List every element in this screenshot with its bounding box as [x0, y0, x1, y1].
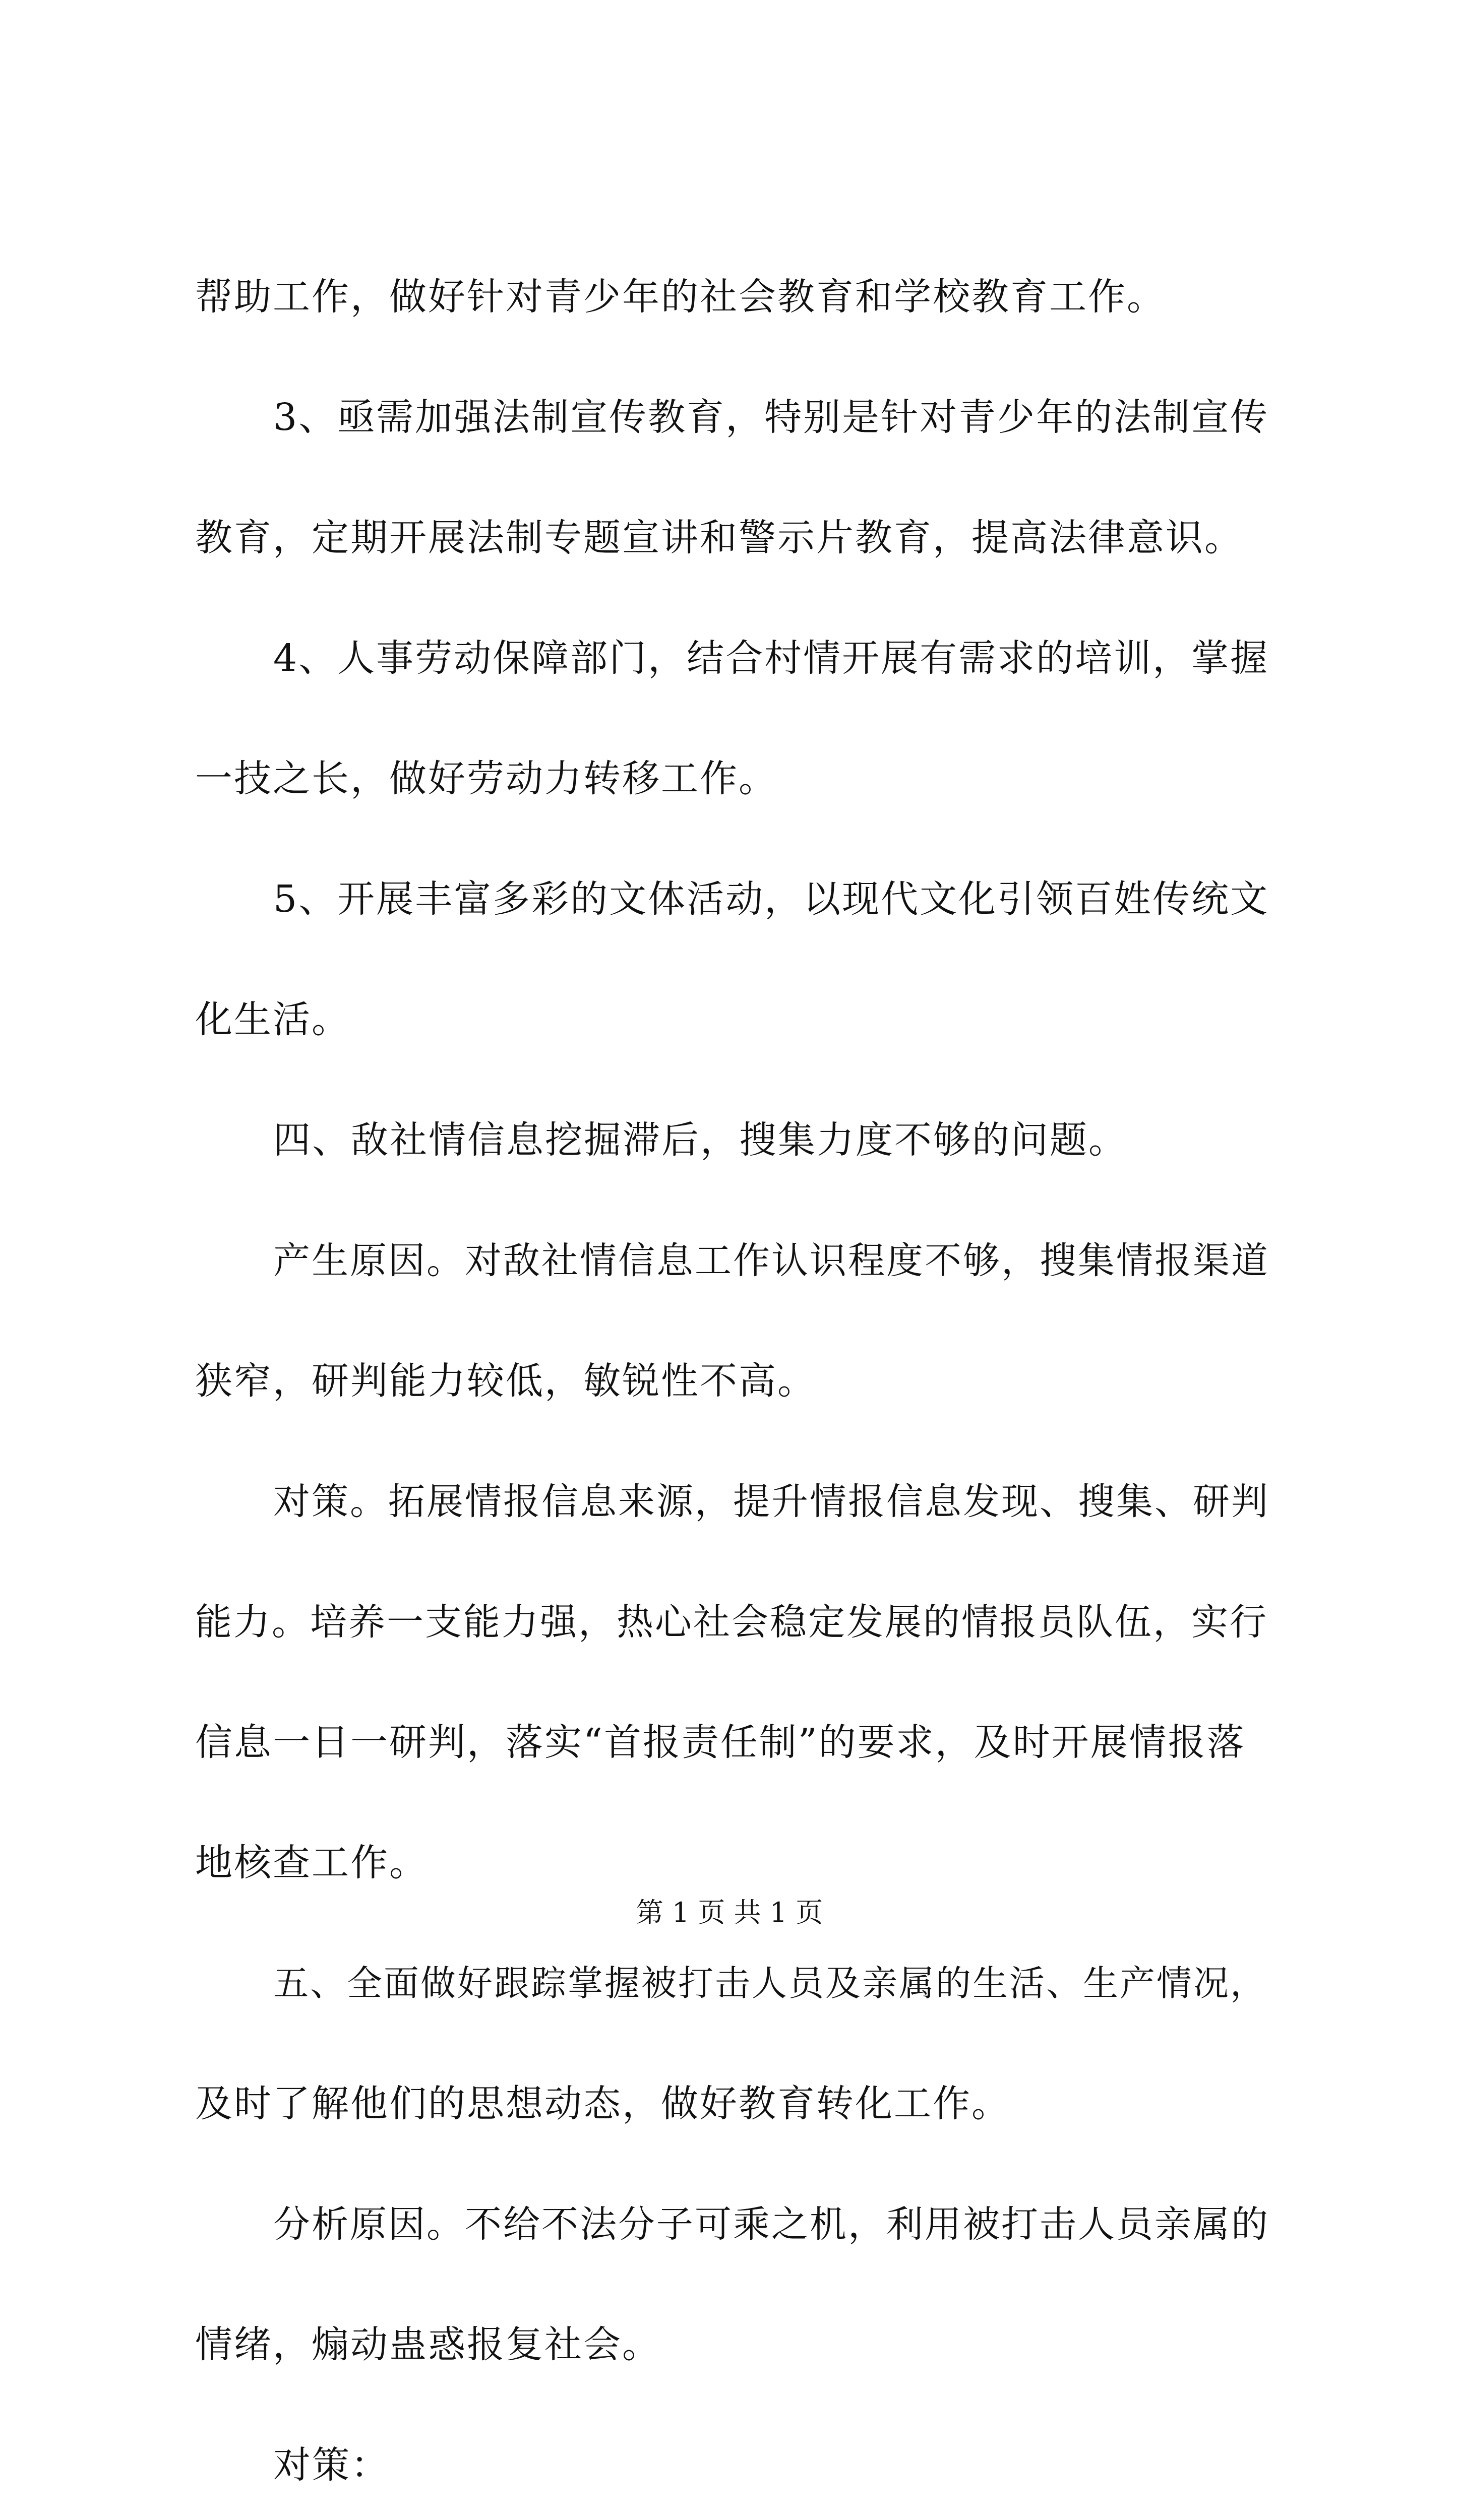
text-line: 对策： [273, 2443, 390, 2487]
document-body [195, 237, 1279, 2520]
text-line: 产生原因。对敌社情信息工作认识程度不够，搜集情报渠道 [273, 1239, 1269, 1282]
text-line: 一技之长，做好劳动力转移工作。 [195, 757, 777, 800]
text-line: 化生活。 [195, 998, 350, 1041]
text-line: 帮助工作，做好针对青少年的社会教育和学校教育工作。 [195, 275, 1166, 319]
text-line: 分析原因。不给不法分子可乘之机，利用被打击人员亲属的 [273, 2203, 1269, 2246]
text-line: 对策。拓展情报信息来源，提升情报信息发现、搜集、研判 [273, 1480, 1269, 1523]
text-line: 狭窄，研判能力较低，敏锐性不高。 [195, 1359, 816, 1403]
text-line: 3、亟需加强法制宣传教育，特别是针对青少年的法制宣传 [273, 396, 1269, 439]
page-footer: 第 1 页 共 1 页 [636, 1897, 823, 1928]
text-line: 信息一日一研判，落实“首报责任制”的要求，及时开展情报落 [195, 1721, 1246, 1764]
text-line: 4、人事劳动保障部门，结合村情开展有需求的培训，掌握 [273, 637, 1269, 680]
text-line: 五、全面做好跟踪掌握被打击人员及亲属的生活、生产情况， [273, 1963, 1267, 2004]
text-line: 情绪，煽动蛊惑报复社会。 [195, 2323, 661, 2366]
text-line: 教育，定期开展法制专题宣讲和警示片教育，提高法律意识。 [195, 516, 1243, 559]
text-line: 地核查工作。 [195, 1841, 428, 1884]
text-line: 四、敌社情信息挖掘滞后，搜集力度不够的问题。 [273, 1118, 1127, 1162]
text-line: 及时了解他们的思想动态，做好教育转化工作。 [195, 2082, 1010, 2125]
text-line: 5、开展丰富多彩的文体活动，以现代文化引领百姓传统文 [273, 877, 1269, 921]
text-line: 能力。培养一支能力强，热心社会稳定发展的情报员队伍，实行 [195, 1601, 1268, 1644]
